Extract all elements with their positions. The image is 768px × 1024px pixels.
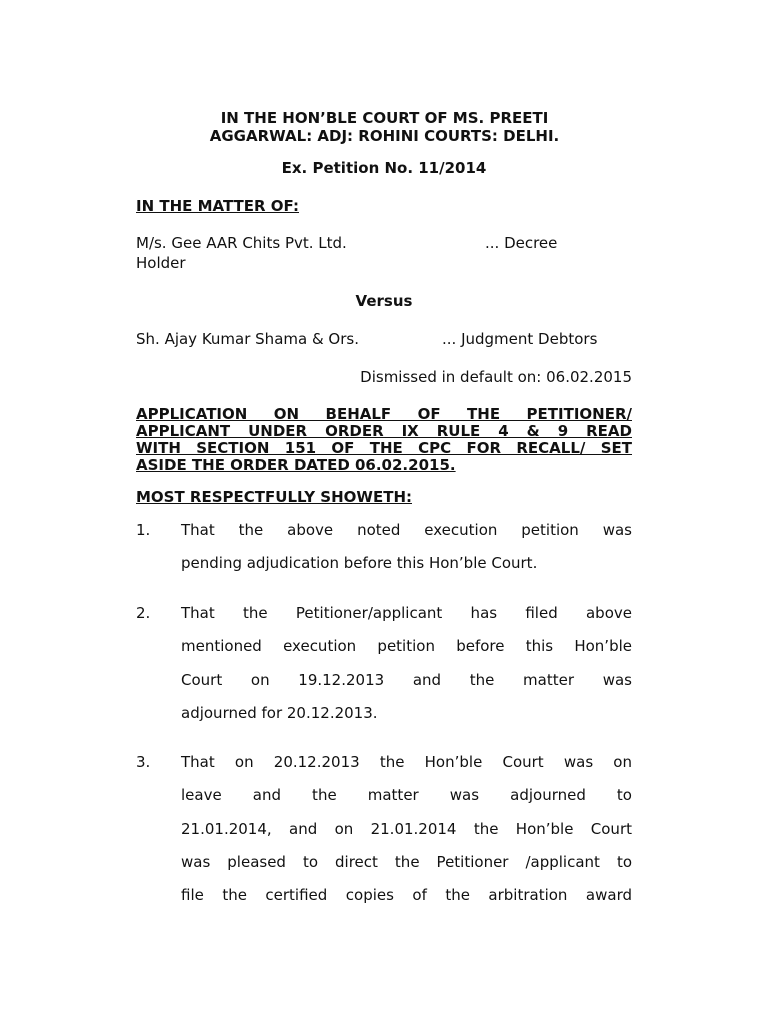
application-title-line-4: ASIDE THE ORDER DATED 06.02.2015. <box>136 456 456 474</box>
application-title <box>136 406 632 474</box>
application-title-line-1: APPLICATION ON BEHALF OF THE PETITIONER/ <box>136 405 632 423</box>
paragraph-3-line-1: That on 20.12.2013 the Hon’ble Court was on <box>181 753 632 771</box>
paragraph-2-line-2: mentioned execution petition before this Hon’ble <box>181 637 632 655</box>
paragraph-2-number: 2. <box>136 604 151 622</box>
paragraph-3-line-2: leave and the matter was adjourned to <box>181 786 632 804</box>
petition-number: Ex. Petition No. 11/2014 <box>281 159 487 177</box>
application-title-line-2: APPLICANT UNDER ORDER IX RULE 4 & 9 READ <box>136 422 632 440</box>
matter-of-heading: IN THE MATTER OF: <box>136 197 299 215</box>
paragraph-3-line-3: 21.01.2014, and on 21.01.2014 the Hon’ble Court <box>181 820 632 838</box>
paragraph-2-line-1: That the Petitioner/applicant has filed above <box>181 604 632 622</box>
court-heading-line-1: IN THE HON’BLE COURT OF MS. PREETI <box>220 109 549 127</box>
paragraph-3-line-4: was pleased to direct the Petitioner /applicant to <box>181 853 632 871</box>
versus-label: Versus <box>355 292 413 310</box>
decree-holder-name: M/s. Gee AAR Chits Pvt. Ltd. <box>136 234 347 252</box>
application-title-line-3: WITH SECTION 151 OF THE CPC FOR RECALL/ SET <box>136 439 632 457</box>
court-heading-line-2: AGGARWAL: ADJ: ROHINI COURTS: DELHI. <box>209 127 560 145</box>
paragraph-1-line-2: pending adjudication before this Hon’ble Court. <box>181 554 538 572</box>
paragraph-3-number: 3. <box>136 753 151 771</box>
paragraph-2-line-3: Court on 19.12.2013 and the matter was <box>181 671 632 689</box>
paragraph-2-line-4: adjourned for 20.12.2013. <box>181 704 378 722</box>
paragraph-1-line-1: That the above noted execution petition was <box>181 521 632 539</box>
paragraph-3-line-5: file the certified copies of the arbitration award <box>181 886 632 904</box>
decree-holder-role: ... Decree <box>485 234 558 252</box>
showeth-heading: MOST RESPECTFULLY SHOWETH: <box>136 488 412 506</box>
dismissed-in-default: Dismissed in default on: 06.02.2015 <box>360 368 632 386</box>
judgment-debtor-name: Sh. Ajay Kumar Shama & Ors. <box>136 330 359 348</box>
paragraph-1-number: 1. <box>136 521 151 539</box>
decree-holder-role-continued: Holder <box>136 254 186 272</box>
court-heading <box>136 109 633 145</box>
judgment-debtor-role: ... Judgment Debtors <box>442 330 598 348</box>
